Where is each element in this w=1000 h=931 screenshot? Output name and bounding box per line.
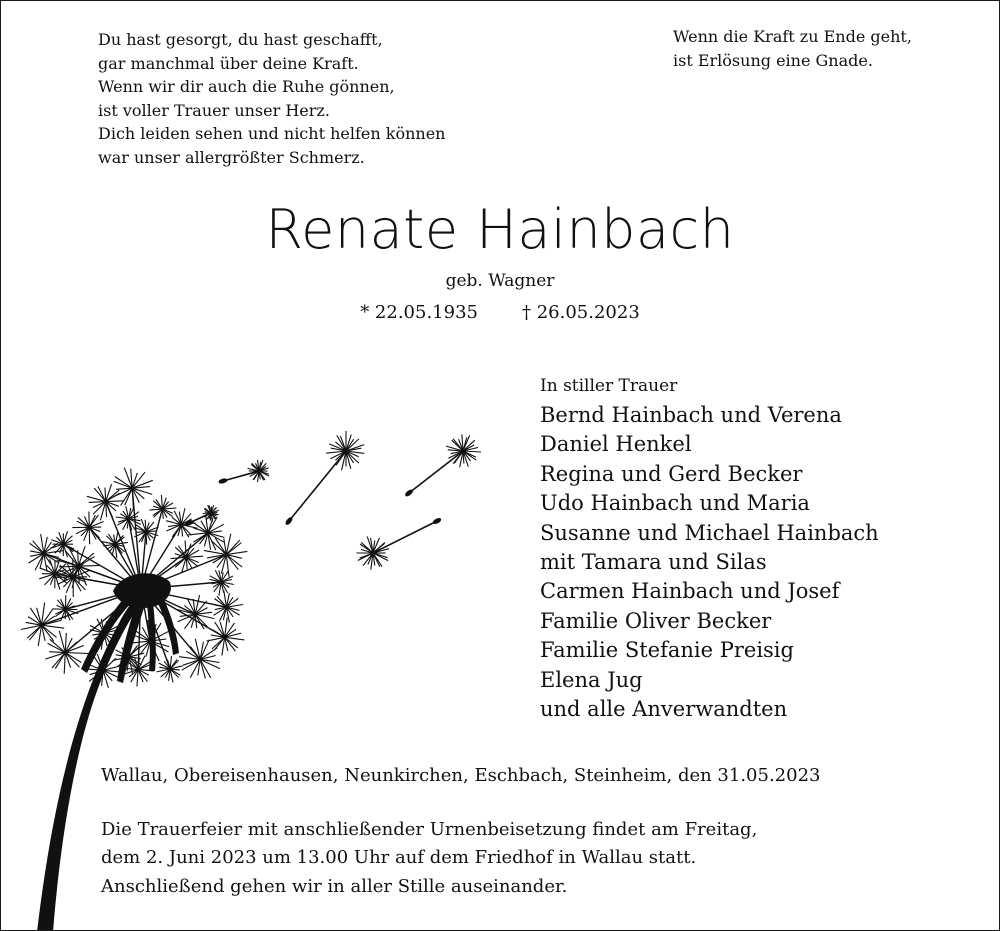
ceremony-line: Die Trauerfeier mit anschließender Urnenbeisetzung findet am Freitag, [101,819,758,840]
mourner-name: Familie Oliver Becker [540,608,772,633]
mourners-block [540,371,879,724]
poem-line: Dich leiden sehen und nicht helfen können [98,124,446,144]
mourner-list [540,401,879,724]
mourner-name: Udo Hainbach und Maria [540,491,810,516]
maiden-name: geb. Wagner [445,271,555,291]
poem-line: ist voller Trauer unser Herz. [98,100,330,120]
poem-right [673,25,912,72]
mourner-name: mit Tamara und Silas [540,550,767,575]
poem-left [98,28,445,170]
mourner-name: Familie Stefanie Preisig [540,638,794,663]
mourner-name: Bernd Hainbach und Verena [540,403,842,427]
poem-line: Wenn wir dir auch die Ruhe gönnen, [98,77,395,97]
poem-line: war unser allergrößter Schmerz. [98,147,365,167]
poem-line: ist Erlösung eine Gnade. [673,50,873,70]
poem-line: Du hast gesorgt, du hast geschafft, [98,30,383,49]
mourner-name: Daniel Henkel [540,432,692,457]
mourner-name: und alle Anverwandten [540,697,788,722]
mourner-name: Regina und Gerd Becker [540,461,803,486]
death-date: † 26.05.2023 [522,302,640,323]
deceased-name: Renate Hainbach [265,198,735,261]
ceremony-info [101,816,757,901]
mourner-name: Elena Jug [540,667,643,692]
mourning-intro: In stiller Trauer [540,376,678,396]
poem-line: Wenn die Kraft zu Ende geht, [673,27,912,46]
ceremony-line: Anschließend gehen wir in aller Stille auseinander. [101,875,568,897]
life-dates [1,299,999,327]
place-and-date: Wallau, Obereisenhausen, Neunkirchen, Eschbach, Steinheim, den 31.05.2023 [101,765,821,786]
poem-line: gar manchmal über deine Kraft. [98,53,359,73]
mourner-name: Carmen Hainbach und Josef [540,579,840,604]
ceremony-line: dem 2. Juni 2023 um 13.00 Uhr auf dem Friedhof in Wallau statt. [101,847,697,869]
birth-date: * 22.05.1935 [360,302,478,323]
mourner-name: Susanne und Michael Hainbach [540,520,879,545]
